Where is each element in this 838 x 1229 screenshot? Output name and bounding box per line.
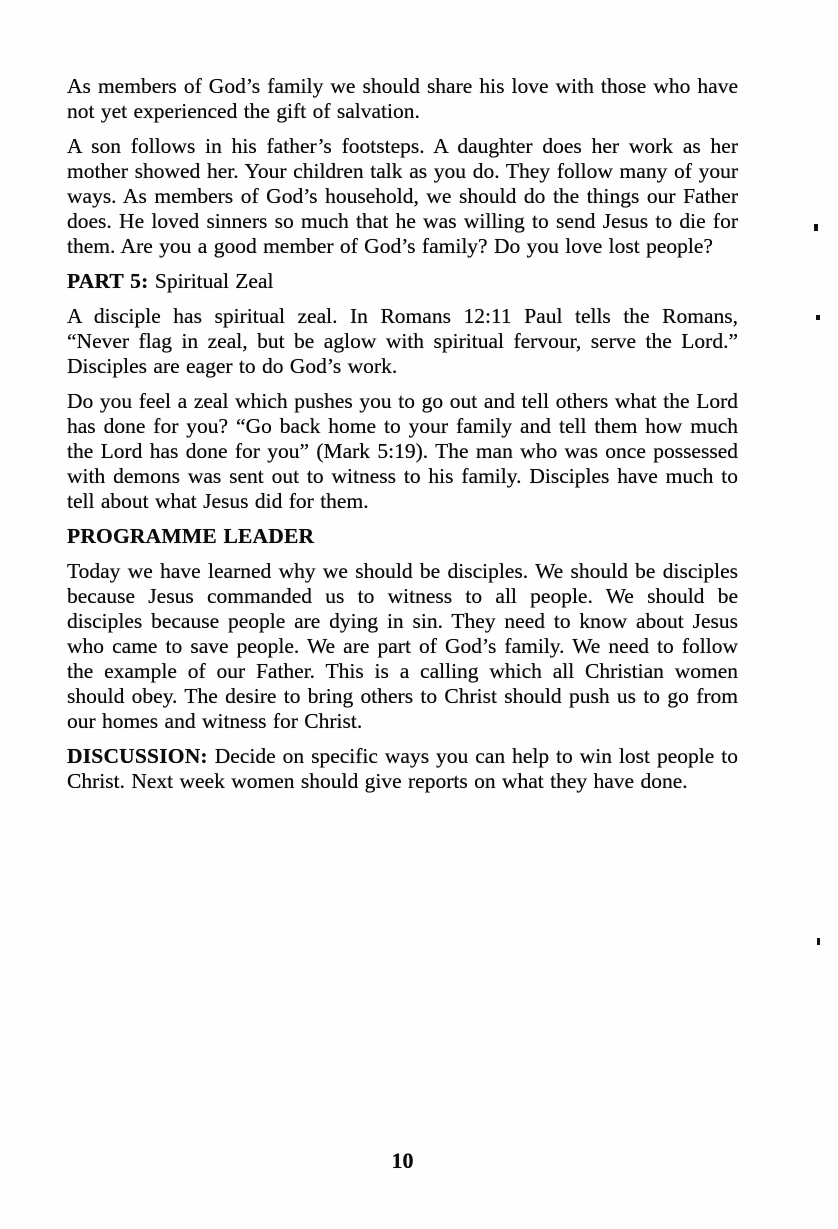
paragraph-text: A disciple has spiritual zeal. In Romans 12:11 Paul tells the Romans, “Never flag in zeal, but be aglow with spiritual fervour, serve the Lord.” Disciples are eager to do God’s work. [67,304,738,378]
paragraph-text: A son follows in his father’s footsteps. A daughter does her work as her mother showed her. Your children talk as you do. They follow many of your ways. As members of God’s household, we should do the things our Father does. He loved sinners so much that he was willing to send Jesus to die for them. Are you a good member of God’s family? Do you love lost people? [67,134,738,258]
section-heading-part-5 [67,269,738,294]
paragraph-programme-leader-text [67,559,738,734]
paragraph-disciple-zeal [67,304,738,379]
scan-speck-1 [814,224,818,231]
paragraph-text: Do you feel a zeal which pushes you to go out and tell others what the Lord has done for you? “Go back home to your family and tell them how much the Lord has done for you” (Mark 5:19). The man who was once possessed with demons was sent out to witness to his family. Disciples have much to tell about what Jesus did for them. [67,389,738,513]
paragraph-gods-family [67,74,738,124]
scan-speck-2 [816,315,820,320]
scan-speck-3 [817,938,820,945]
section-heading-label: PROGRAMME LEADER [67,524,315,548]
paragraph-text: As members of God’s family we should share his love with those who have not yet experienced the gift of salvation. [67,74,738,123]
paragraph-text: Decide on specific ways you can help to win lost people to Christ. Next week women should give reports on what they have done. [67,744,738,793]
paragraph-son-follows [67,134,738,259]
page-number: 10 [391,1148,414,1173]
paragraph-text: Today we have learned why we should be disciples. We should be disciples because Jesus commanded us to witness to all people. We should be disciples because people are dying in sin. They need to know about Jesus who came to save people. We are part of God’s family. We need to follow the example of our Father. This is a calling which all Christian women should obey. The desire to bring others to Christ should push us to go from our homes and witness for Christ. [67,559,738,733]
paragraph-do-you-feel-zeal [67,389,738,514]
discussion-label: DISCUSSION: [67,744,208,768]
section-heading-title: Spiritual Zeal [148,269,274,293]
page-text-block [67,74,738,804]
section-heading-label: PART 5: [67,269,149,293]
paragraph-discussion [67,744,738,794]
section-heading-programme-leader [67,524,738,549]
